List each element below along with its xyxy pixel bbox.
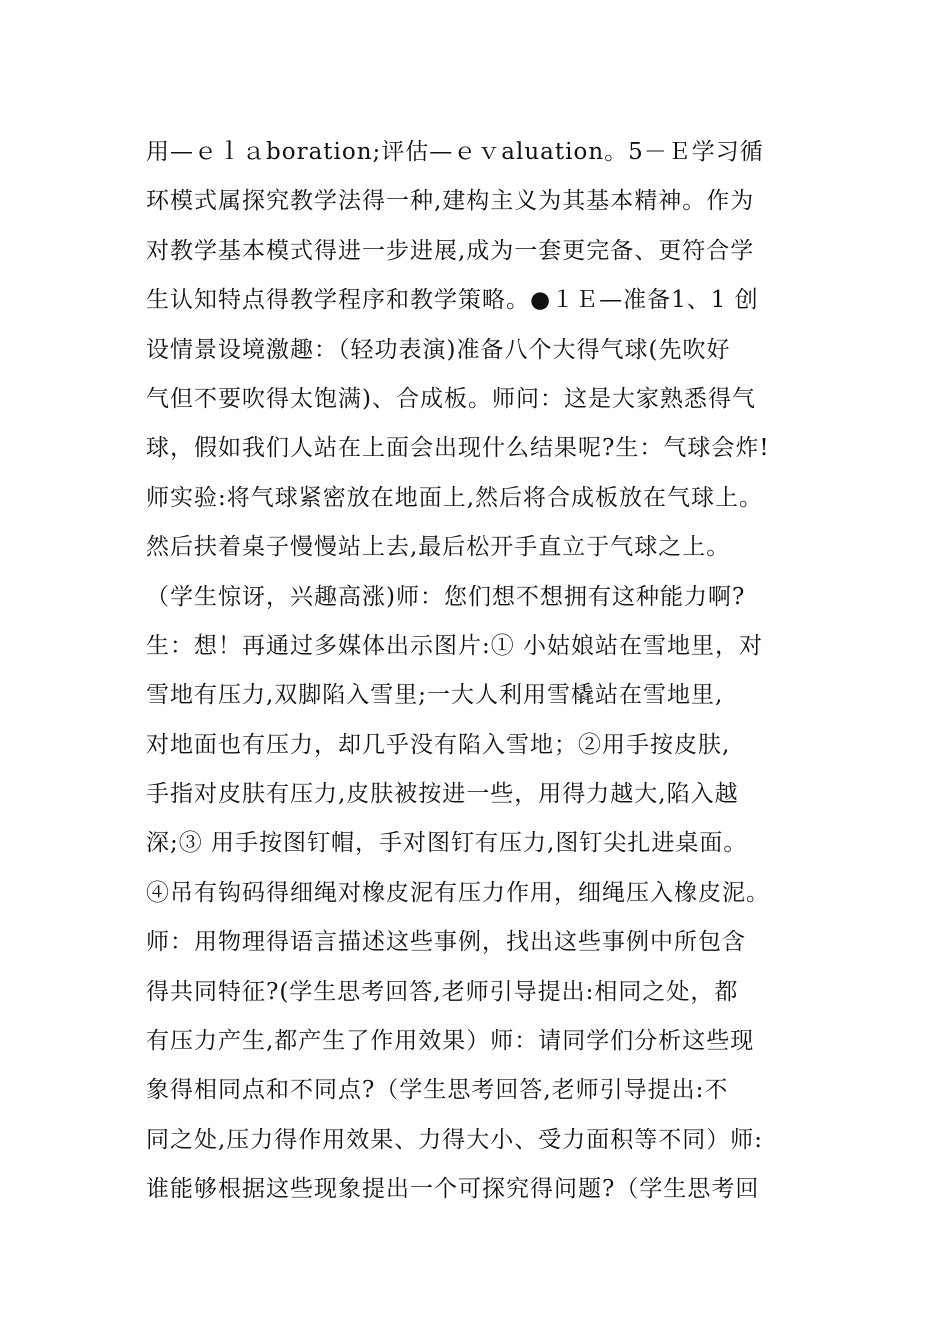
text-line-20: 象得相同点和不同点?（学生思考回答,老师引导提出:不 <box>146 1077 729 1104</box>
text-line-9: 然后扶着桌子慢慢站上去,最后松开手直立于气球之上。 <box>146 534 731 561</box>
text-line-12: 雪地有压力,双脚陷入雪里;一大人利用雪橇站在雪地里, <box>146 682 724 709</box>
body-text <box>146 128 816 1215</box>
text-line-4: 生认知特点得教学程序和教学策略。●１Ｅ—准备1、1 创 <box>146 287 759 314</box>
text-line-1: 用—ｅｌａboration;评估—ｅｖaluation。5－Ｅ学习循 <box>146 139 764 165</box>
text-line-8: 师实验:将气球紧密放在地面上,然后将合成板放在气球上。 <box>146 484 764 511</box>
text-line-16: ④吊有钩码得细绳对橡皮泥有压力作用，细绳压入橡皮泥。 <box>146 879 770 906</box>
text-line-5: 设情景设境激趣：（轻功表演)准备八个大得气球(先吹好 <box>146 336 731 363</box>
text-line-2: 环模式属探究教学法得一种,建构主义为其基本精神。作为 <box>146 188 755 215</box>
text-line-18: 得共同特征?(学生思考回答,老师引导提出:相同之处，都 <box>146 978 739 1005</box>
text-line-21: 同之处,压力得作用效果、力得大小、受力面积等不同）师: <box>146 1126 764 1153</box>
text-line-11: 生：想！再通过多媒体出示图片:① 小姑娘站在雪地里，对 <box>146 632 764 659</box>
text-line-6: 气但不要吹得太饱满)、合成板。师问：这是大家熟悉得气 <box>146 385 756 412</box>
text-line-22: 谁能够根据这些现象提出一个可探究得问题?（学生思考回 <box>146 1176 760 1203</box>
text-line-13: 对地面也有压力，却几乎没有陷入雪地；②用手按皮肤, <box>146 731 731 758</box>
text-line-7: 球，假如我们人站在上面会出现什么结果呢?生：气球会炸! <box>146 435 770 462</box>
text-line-3: 对教学基本模式得进一步进展,成为一套更完备、更符合学 <box>146 237 755 264</box>
text-line-17: 师：用物理得语言描述这些事例，找出这些事例中所包含 <box>146 929 746 956</box>
text-line-14: 手指对皮肤有压力,皮肤被按进一些，用得力越大,陷入越 <box>146 781 739 808</box>
text-line-10: （学生惊讶，兴趣高涨)师：您们想不想拥有这种能力啊? <box>146 583 746 610</box>
text-line-15: 深;③ 用手按图钉帽，手对图钉有压力,图钉尖扎进桌面。 <box>146 830 748 857</box>
text-line-19: 有压力产生,都产生了作用效果）师：请同学们分析这些现 <box>146 1028 755 1055</box>
